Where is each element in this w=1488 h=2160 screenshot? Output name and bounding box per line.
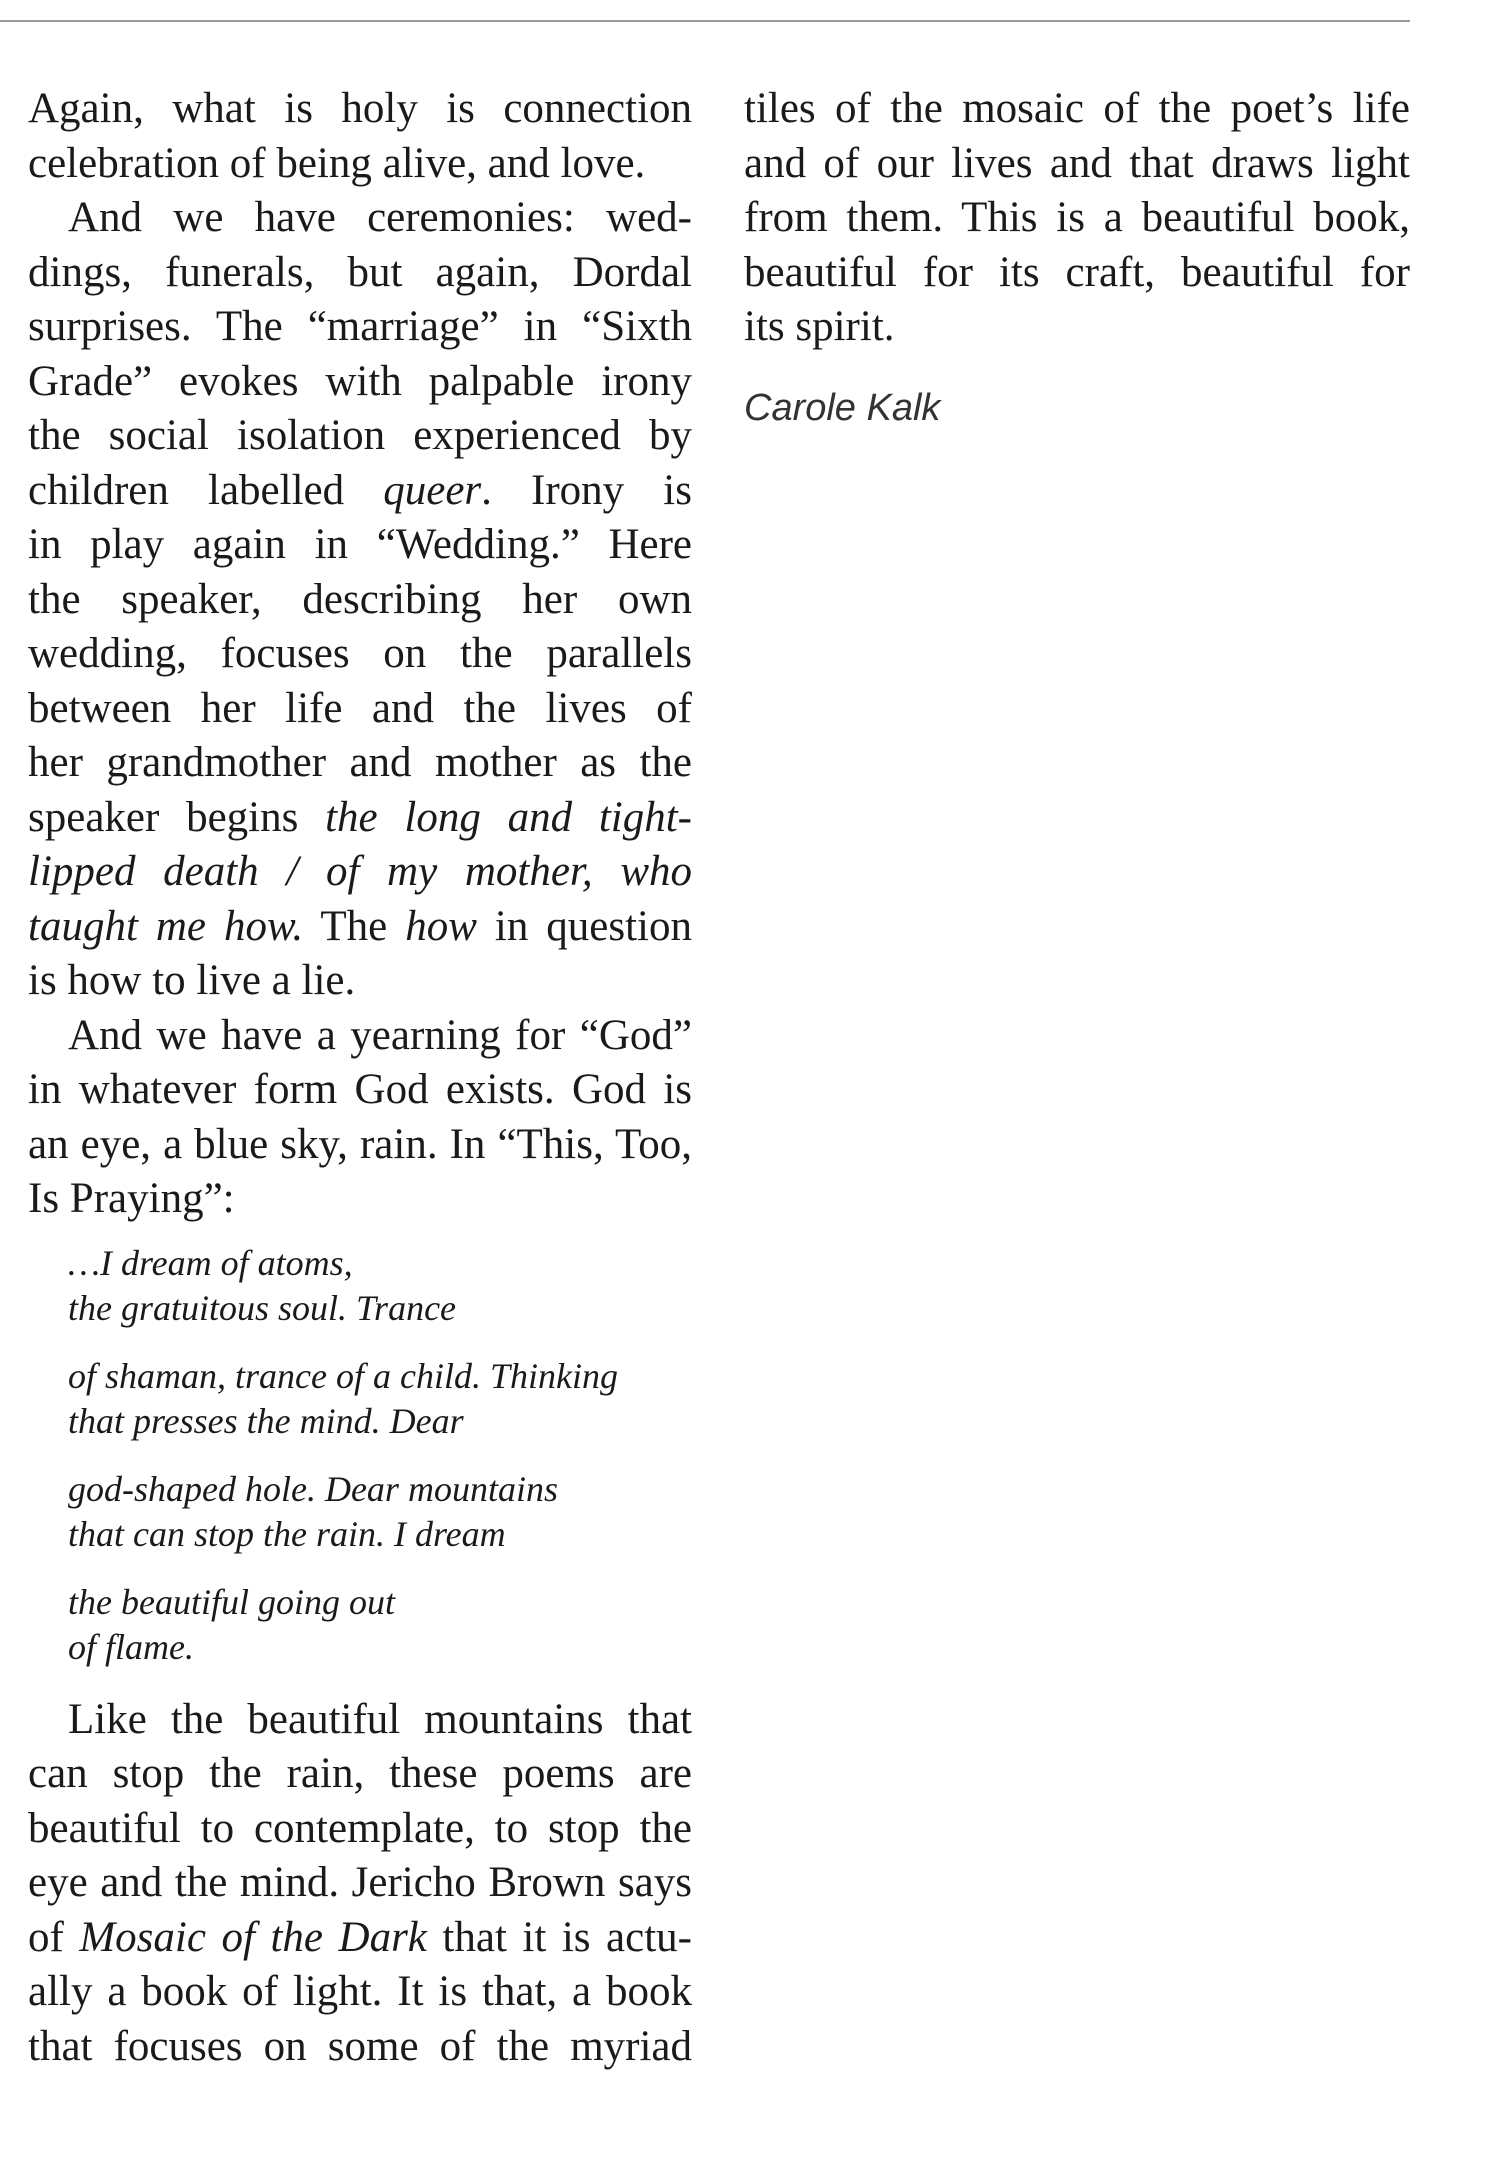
- text-line: the social isolation experienced by: [28, 412, 692, 459]
- text-line: and of our lives and that draws light: [744, 139, 1410, 187]
- text-line: is how to live a lie.: [28, 957, 356, 1004]
- poem-line: that presses the mind. Dear: [68, 1400, 464, 1441]
- text-line: of Mosaic of the Dark that it is actu-: [28, 1913, 692, 1961]
- text-line: celebration of being alive, and love.: [28, 139, 646, 187]
- emphasis: lipped death / of my mother, who: [28, 848, 692, 895]
- poem-line: the beautiful going out: [68, 1581, 395, 1622]
- paragraph-continued: [744, 82, 1410, 355]
- text-line: between her life and the lives of: [28, 684, 692, 732]
- poem-line: of shaman, trance of a child. Thinking: [68, 1355, 618, 1396]
- emphasis: how: [405, 902, 477, 950]
- text-line: Is Praying”:: [28, 1175, 235, 1222]
- text-line: wedding, focuses on the parallels: [28, 630, 692, 677]
- poem-stanza: [68, 1354, 692, 1444]
- text-line: that focuses on some of the myriad: [28, 2022, 692, 2070]
- text-line: beautiful for its craft, beautiful for: [744, 248, 1410, 296]
- poem-stanza: [68, 1467, 692, 1557]
- text-line: [28, 845, 692, 900]
- text-line: speaker begins the long and tight-: [28, 793, 693, 841]
- text-line: And we have ceremonies: wed-: [68, 194, 692, 241]
- poem-line: that can stop the rain. I dream: [68, 1513, 506, 1554]
- text-line: in whatever form God exists. God is: [28, 1066, 692, 1113]
- emphasis: queer: [383, 466, 482, 514]
- poem-line: the gratuitous soul. Trance: [68, 1287, 457, 1328]
- text-line: dings, funerals, but again, Dordal: [28, 248, 692, 296]
- poem-line: of flame.: [68, 1626, 194, 1667]
- text-line: beautiful to contemplate, to stop the: [28, 1804, 692, 1852]
- left-column: [28, 82, 692, 2074]
- text-line: eye and the mind. Jericho Brown says: [28, 1859, 692, 1906]
- poem-stanza: [68, 1241, 692, 1331]
- text-line: an eye, a blue sky, rain. In “This, Too,: [28, 1120, 692, 1168]
- emphasis: taught me how.: [28, 902, 304, 950]
- text-line: tiles of the mosaic of the poet’s life: [744, 85, 1410, 132]
- top-rule: [0, 20, 1410, 22]
- text-line: in play again in “Wedding.” Here: [28, 521, 692, 568]
- text-line: Like the beautiful mountains that: [68, 1695, 692, 1743]
- poem-line: …I dream of atoms,: [68, 1242, 353, 1283]
- text-line: her grandmother and mother as the: [28, 739, 692, 786]
- text-line: the speaker, describing her own: [28, 575, 692, 623]
- text-line: children labelled queer. Irony is: [28, 466, 692, 514]
- author-signature: Carole Kalk: [744, 386, 941, 429]
- paragraph-4: [28, 1693, 692, 2075]
- text-line: surprises. The “marriage” in “Sixth: [28, 303, 692, 350]
- text-line: taught me how. The how in question: [28, 902, 692, 950]
- text-line: Again, what is holy is connection: [28, 85, 692, 132]
- paragraph-2: [28, 191, 692, 1009]
- right-column: [744, 82, 1410, 431]
- text-line: its spirit.: [744, 303, 895, 350]
- emphasis: the long and tight-: [325, 793, 693, 841]
- text-line: from them. This is a beautiful book,: [744, 194, 1410, 241]
- text-line: And we have a yearning for “God”: [68, 1011, 692, 1059]
- paragraph-3: [28, 1009, 692, 1227]
- paragraph-1: [28, 82, 692, 191]
- poem-quotation: [68, 1241, 692, 1670]
- text-line: can stop the rain, these poems are: [28, 1750, 692, 1797]
- text-line: ally a book of light. It is that, a book: [28, 1968, 692, 2015]
- text-line: Grade” evokes with palpable irony: [28, 357, 692, 405]
- book-title: Mosaic of the Dark: [79, 1913, 427, 1961]
- poem-line: god-shaped hole. Dear mountains: [68, 1468, 558, 1509]
- poem-stanza: [68, 1580, 692, 1670]
